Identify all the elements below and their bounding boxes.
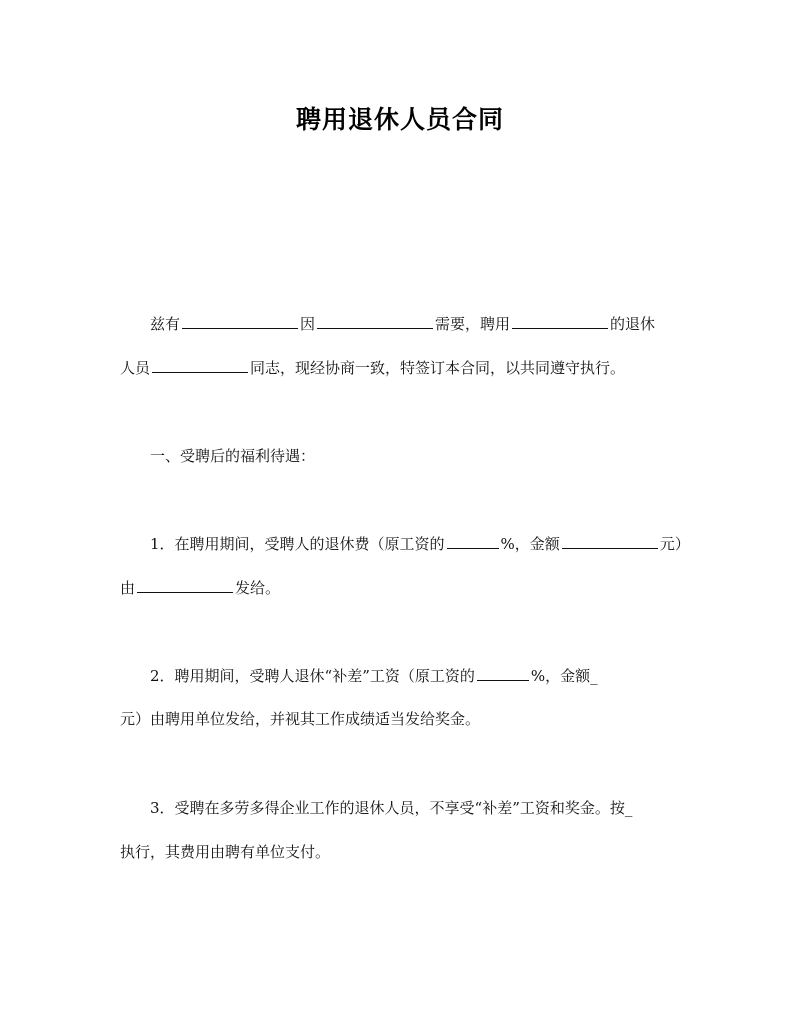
blank-line bbox=[512, 313, 608, 329]
item1-text-d: 由 bbox=[120, 579, 136, 597]
item2-line-1 bbox=[150, 665, 598, 686]
intro-text-4: 的退休 bbox=[610, 315, 656, 333]
intro-text-1: 兹有 bbox=[150, 315, 181, 333]
blank-line bbox=[447, 533, 499, 549]
item3-line-2: 执行，其费用由聘有单位支付。 bbox=[120, 843, 331, 861]
intro-text-3: 需要，聘用 bbox=[435, 315, 511, 333]
intro-line-2 bbox=[120, 357, 625, 378]
item1-text-a: 1．在聘用期间，受聘人的退休费（原工资的 bbox=[150, 535, 445, 553]
item2-text-b: %，金额_ bbox=[530, 667, 598, 685]
intro-text-2: 因 bbox=[300, 315, 316, 333]
section-heading: 一、受聘后的福利待遇： bbox=[150, 447, 316, 465]
item1-text-c: 元） bbox=[659, 535, 690, 553]
blank-line bbox=[137, 577, 233, 593]
item1-line-1 bbox=[150, 533, 690, 554]
item1-text-e: 发给。 bbox=[235, 579, 281, 597]
intro-line-1 bbox=[150, 313, 655, 334]
intro-text-6: 同志，现经协商一致，特签订本合同，以共同遵守执行。 bbox=[250, 359, 626, 377]
intro-text-5: 人员 bbox=[120, 359, 151, 377]
blank-line bbox=[477, 665, 529, 681]
item3-line-1: 3．受聘在多劳多得企业工作的退休人员，不享受“补差”工资和奖金。按_ bbox=[150, 799, 633, 817]
item1-text-b: %，金额 bbox=[500, 535, 560, 553]
blank-line bbox=[152, 357, 248, 373]
blank-line bbox=[562, 533, 658, 549]
blank-line bbox=[317, 313, 433, 329]
item2-text-a: 2．聘用期间，受聘人退休“补差”工资（原工资的 bbox=[150, 667, 475, 685]
item1-line-2 bbox=[120, 577, 280, 598]
item2-line-2: 元）由聘用单位发给，并视其工作成绩适当发给奖金。 bbox=[120, 710, 481, 728]
page-title: 聘用退休人员合同 bbox=[295, 105, 504, 134]
blank-line bbox=[182, 313, 298, 329]
